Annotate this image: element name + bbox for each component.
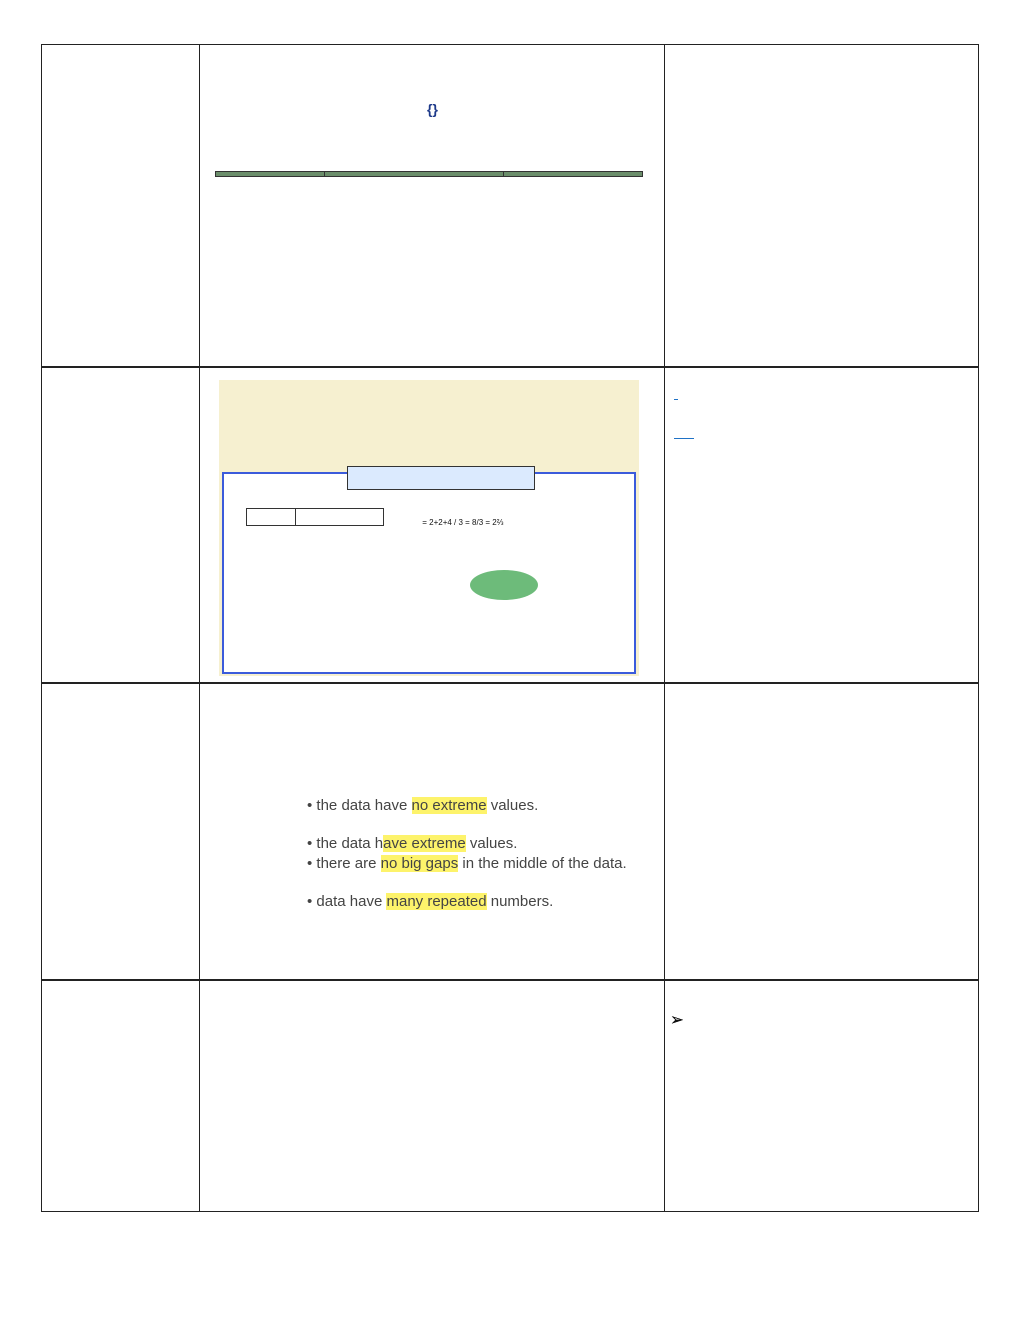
sum-formula: = 2+2+4 / 3 = 8/3 = 2⅔: [422, 518, 504, 527]
mad-picture: [219, 380, 639, 676]
row-mad: [41, 366, 979, 684]
col-deviation: [296, 509, 384, 526]
col-header: [325, 172, 504, 177]
statement-3: [676, 709, 970, 734]
step1: [674, 385, 972, 412]
numerator: [674, 399, 678, 400]
mad-solution: [666, 367, 980, 683]
median-reason: • the data have extreme values.: [307, 835, 518, 852]
histogram-image: [201, 980, 664, 1211]
mode-reason: • data have many repeated numbers.: [307, 893, 554, 910]
mad-oval: [470, 570, 538, 600]
variation-solution: [666, 45, 980, 367]
arrow-labels: [291, 119, 551, 165]
step3: [674, 424, 972, 451]
row-histograms: [41, 979, 979, 1212]
appropriate-image: [201, 683, 664, 980]
row-label: [42, 980, 199, 1211]
histogram-solution: [666, 980, 980, 1211]
row-label: [42, 367, 199, 683]
numerator: [674, 438, 694, 439]
median-reason-2: • there are no big gaps in the middle of the data.: [307, 855, 627, 872]
col-value: [247, 509, 296, 526]
row-label: [42, 683, 199, 980]
deviation-table: [246, 508, 384, 526]
appropriate-solution: [666, 683, 980, 980]
mad-box-title: [347, 466, 535, 490]
books-sold-chart: [201, 980, 664, 1211]
mad-image: [201, 367, 664, 683]
row-label: [42, 45, 199, 367]
row-appropriate-measures: [41, 682, 979, 981]
step3-fraction: [674, 438, 694, 439]
data-set: {}: [427, 101, 438, 117]
variation-table: [215, 171, 643, 177]
row-measures-of-variation: [41, 44, 979, 368]
variation-image: [201, 45, 664, 367]
mad-box: [222, 472, 636, 674]
col-header: [504, 172, 643, 177]
col-header: [216, 172, 325, 177]
number-line: [219, 380, 639, 476]
step1-fraction: [674, 399, 678, 400]
mean-reason: • the data have no extreme values.: [307, 797, 539, 814]
